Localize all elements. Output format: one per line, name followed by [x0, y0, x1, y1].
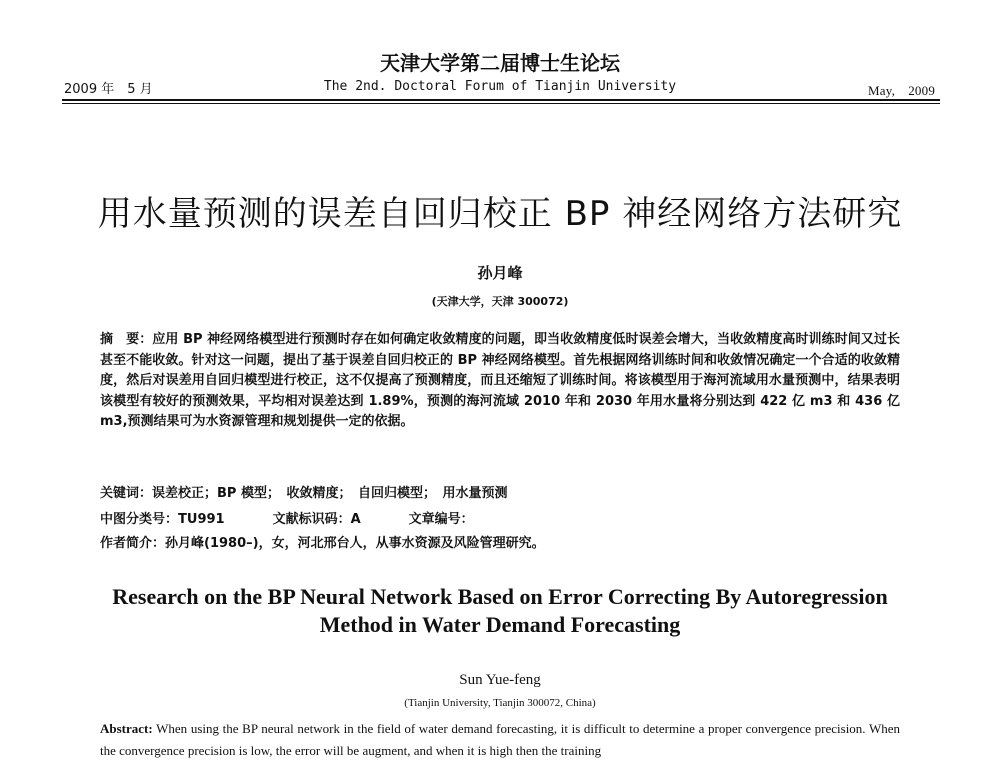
article-no-label: 文章编号：	[408, 512, 474, 527]
paper-title-en-line2: Method in Water Demand Forecasting	[319, 612, 681, 637]
bio-text: 孙月峰(1980–)，女，河北邢台人，从事水资源及风险管理研究。	[165, 536, 545, 551]
affiliation-cn: (天津大学，天津 300072)	[431, 295, 569, 308]
abstract-text-cn: 应用 BP 神经网络模型进行预测时存在如何确定收敛精度的问题，即当收敛精度低时误差会增大，当收敛精度高时训练时间又过长甚至不能收敛。针对这一问题，提出了基于误差自回归校正的 BP 神经网络模型。首先根据网络训练时间和收敛情况确定一个合适的收敛精度，然后对误差用自回归模型进行校正，这不仅提高了预测精度，而且还缩短了训练时间。将该模型用于海河流域用水量预测中，结果表明该模型有较好的预测效果，平均相对误差达到 1.89%，预测的海河流域 2010 年和 2030 年用水量将分别达到 422 亿 m3 和 436 亿 m3,预测结果可为水资源管理和规划提供一定的依据。	[100, 332, 900, 429]
author-bio-line	[100, 532, 545, 551]
abstract-text-en: When using the BP neural network in the field of water demand forecasting, it is difficult to determine a proper convergence precision. When the convergence precision is low, the error will be augment, and when it is high then the training	[100, 721, 901, 758]
header-rule-thin	[62, 103, 940, 104]
clc-value: TU991	[178, 512, 225, 527]
affiliation-en: (Tianjin University, Tianjin 300072, China)	[404, 697, 596, 709]
header-rule	[62, 99, 940, 101]
abstract-label-en: Abstract:	[100, 721, 153, 736]
header-date-en: May, 2009	[868, 83, 936, 98]
classification-line	[100, 508, 474, 527]
doc-code-value: A	[350, 512, 361, 527]
keywords-line-cn	[100, 482, 507, 501]
keywords-label-cn: 关键词：	[100, 486, 153, 501]
paper-title-cn: 用水量预测的误差自回归校正 BP 神经网络方法研究	[97, 194, 903, 234]
keywords-cn: 误差校正；BP 模型； 收敛精度； 自回归模型； 用水量预测	[152, 486, 508, 501]
header-date-cn: 2009 年 5 月	[64, 82, 153, 97]
paper-title-en-line1: Research on the BP Neural Network Based on Error Correcting By Autoregression	[112, 584, 888, 609]
paper-title-en	[0, 583, 1000, 639]
doc-code-label: 文献标识码：	[272, 512, 351, 527]
journal-title-en: The 2nd. Doctoral Forum of Tianjin University	[323, 79, 677, 94]
journal-title-cn: 天津大学第二届博士生论坛	[380, 51, 620, 75]
abstract-en	[100, 718, 900, 762]
bio-label: 作者简介：	[100, 536, 166, 551]
abstract-cn	[100, 330, 900, 433]
author-en: Sun Yue-feng	[459, 672, 541, 688]
clc-label: 中图分类号：	[100, 512, 179, 527]
abstract-label-cn: 摘 要：	[100, 332, 153, 347]
author-cn: 孙月峰	[477, 264, 523, 282]
